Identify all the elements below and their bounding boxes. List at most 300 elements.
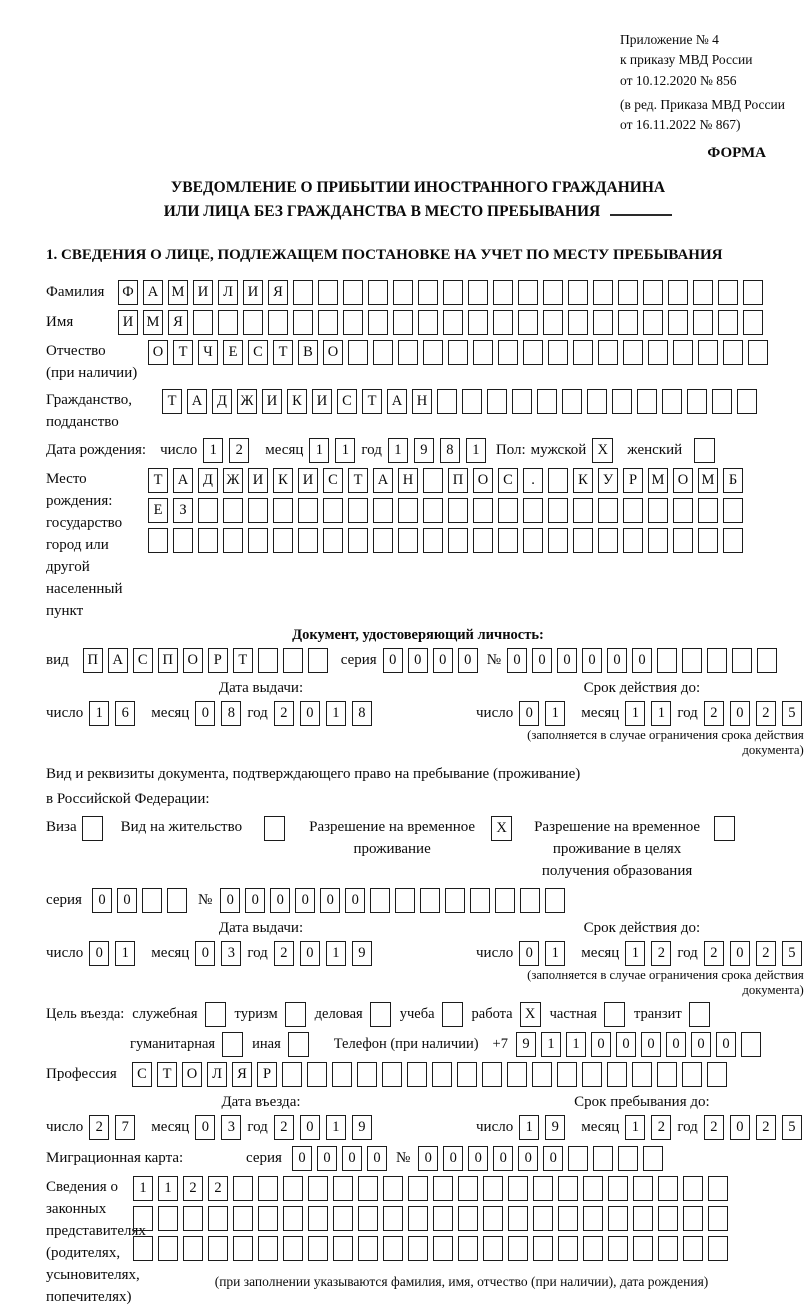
res-issue-col [46, 918, 476, 998]
char-cell [487, 389, 507, 414]
char-cell: А [108, 648, 128, 673]
char-cell [133, 1206, 153, 1231]
char-cell [282, 1062, 302, 1087]
char-cell [583, 1206, 603, 1231]
char-cell: 0 [666, 1032, 686, 1057]
char-cell [383, 1206, 403, 1231]
char-cell: 2 [229, 438, 249, 463]
citizenship-cells [162, 389, 762, 414]
char-cell [223, 528, 243, 553]
char-cell: 0 [730, 941, 750, 966]
entry-day: число 2 7 [46, 1115, 141, 1140]
char-cell [573, 498, 593, 523]
char-cell [683, 1176, 703, 1201]
char-cell [383, 1176, 403, 1201]
char-cell: О [182, 1062, 202, 1087]
char-cell: О [323, 340, 343, 365]
char-cell: 0 [557, 648, 577, 673]
char-cell [618, 1146, 638, 1171]
purpose-business-official: служебная [132, 1002, 225, 1027]
char-cell [370, 888, 390, 913]
purpose-work-checkbox: X [520, 1002, 541, 1027]
visa-option: Виза [46, 816, 103, 841]
char-cell: Я [268, 280, 288, 305]
char-cell: Р [623, 468, 643, 493]
char-cell [533, 1206, 553, 1231]
char-cell: И [193, 280, 213, 305]
char-cell [718, 280, 738, 305]
char-cell [612, 389, 632, 414]
char-cell: О [473, 468, 493, 493]
entry-year: год 2 0 1 9 [247, 1115, 377, 1140]
char-cell: 0 [195, 941, 215, 966]
char-cell: 0 [518, 1146, 538, 1171]
char-cell: 8 [352, 701, 372, 726]
given-name-label: Имя [46, 314, 74, 331]
edu-permit-checkbox [714, 816, 735, 841]
char-cell [183, 1206, 203, 1231]
char-cell [568, 1146, 588, 1171]
char-cell: 0 [507, 648, 527, 673]
char-cell: 0 [493, 1146, 513, 1171]
res-expiry-month: месяц 1 2 [581, 941, 677, 966]
char-cell [248, 498, 268, 523]
char-cell [673, 498, 693, 523]
char-cell: 1 [541, 1032, 561, 1057]
sex-label: Пол: [495, 441, 526, 458]
char-cell: Е [223, 340, 243, 365]
char-cell [573, 528, 593, 553]
char-cell [308, 1176, 328, 1201]
char-cell [757, 648, 777, 673]
char-cell: И [262, 389, 282, 414]
char-cell [468, 310, 488, 335]
char-cell: 0 [418, 1146, 438, 1171]
migration-card-row [46, 1146, 790, 1171]
char-cell: 0 [383, 648, 403, 673]
char-cell [398, 498, 418, 523]
char-cell: 3 [221, 1115, 241, 1140]
char-cell: 2 [704, 1115, 724, 1140]
char-cell: К [573, 468, 593, 493]
char-cell [368, 280, 388, 305]
char-cell: 0 [317, 1146, 337, 1171]
char-cell: Т [233, 648, 253, 673]
surname-label: Фамилия [46, 284, 105, 301]
res-number-cells [220, 888, 570, 913]
char-cell: М [143, 310, 163, 335]
char-cell [533, 1176, 553, 1201]
char-cell [583, 1236, 603, 1261]
char-cell: 2 [756, 701, 776, 726]
stay-month: месяц 1 2 [581, 1115, 677, 1140]
char-cell [208, 1206, 228, 1231]
char-cell [693, 310, 713, 335]
char-cell: 2 [704, 701, 724, 726]
char-cell [273, 498, 293, 523]
char-cell [167, 888, 187, 913]
char-cell: Ч [198, 340, 218, 365]
representatives-block [46, 1176, 790, 1308]
char-cell [593, 280, 613, 305]
char-cell: Л [207, 1062, 227, 1087]
char-cell [532, 1062, 552, 1087]
char-cell [508, 1236, 528, 1261]
char-cell: 1 [625, 1115, 645, 1140]
char-cell: К [287, 389, 307, 414]
res-issue-header: Дата выдачи: [218, 919, 304, 936]
char-cell: Т [162, 389, 182, 414]
char-cell [343, 280, 363, 305]
char-cell [507, 1062, 527, 1087]
edu-permit-label: Разрешение на временное проживание в целях получения образования [534, 818, 701, 879]
char-cell: 0 [632, 648, 652, 673]
stay-until-header: Срок пребывания до: [574, 1093, 710, 1110]
char-cell [693, 280, 713, 305]
doc-series-label: серия [340, 651, 377, 668]
residence-permit-option: Вид на жительство [121, 816, 285, 841]
char-cell: 2 [756, 1115, 776, 1140]
char-cell: И [298, 468, 318, 493]
phone-cells [516, 1032, 766, 1057]
char-cell [718, 310, 738, 335]
char-cell: 1 [566, 1032, 586, 1057]
char-cell [543, 310, 563, 335]
char-cell [307, 1062, 327, 1087]
char-cell: 1 [519, 1115, 539, 1140]
char-cell [298, 498, 318, 523]
residence-doc-intro2: в Российской Федерации: [46, 790, 210, 807]
char-cell [593, 310, 613, 335]
doc-kind-label: вид [46, 651, 69, 668]
char-cell: Т [148, 468, 168, 493]
char-cell [632, 1062, 652, 1087]
residence-doc-options [46, 816, 790, 882]
char-cell [743, 310, 763, 335]
residence-doc-intro1: Вид и реквизиты документа, подтверждающего право на пребывание (проживание) [46, 765, 581, 782]
char-cell [698, 340, 718, 365]
res-issue-year: год 2 0 1 9 [247, 941, 377, 966]
char-cell [518, 310, 538, 335]
char-cell [393, 310, 413, 335]
char-cell: 0 [300, 941, 320, 966]
char-cell: Ф [118, 280, 138, 305]
char-cell: 1 [335, 438, 355, 463]
char-cell: 0 [468, 1146, 488, 1171]
birth-date-row [46, 438, 790, 463]
char-cell: А [143, 280, 163, 305]
char-cell: 2 [704, 941, 724, 966]
char-cell [708, 1236, 728, 1261]
char-cell: Р [257, 1062, 277, 1087]
char-cell [148, 528, 168, 553]
birth-year-group: год 1 9 8 1 [361, 438, 491, 463]
char-cell: 9 [545, 1115, 565, 1140]
phone-label: Телефон (при наличии) [333, 1035, 479, 1052]
char-cell [608, 1176, 628, 1201]
char-cell: В [298, 340, 318, 365]
char-cell: 2 [274, 941, 294, 966]
char-cell: 1 [388, 438, 408, 463]
char-cell [373, 498, 393, 523]
char-cell: 1 [625, 941, 645, 966]
char-cell [543, 280, 563, 305]
birth-place-block [46, 468, 790, 622]
identity-doc-heading: Документ, удостоверяющий личность: [292, 626, 544, 643]
char-cell: М [698, 468, 718, 493]
char-cell: 0 [300, 1115, 320, 1140]
legal-reference-block [620, 30, 800, 135]
char-cell: Н [398, 468, 418, 493]
char-cell [133, 1236, 153, 1261]
birth-place-label: Место рождения: государство город или другой населенный пункт [46, 470, 123, 619]
char-cell [283, 648, 303, 673]
char-cell [373, 528, 393, 553]
char-cell: Л [218, 280, 238, 305]
char-cell [408, 1206, 428, 1231]
char-cell: И [312, 389, 332, 414]
birth-day-group: число 1 2 [160, 438, 255, 463]
char-cell: 1 [133, 1176, 153, 1201]
char-cell [443, 280, 463, 305]
char-cell [582, 1062, 602, 1087]
char-cell [598, 498, 618, 523]
patronymic-row [46, 340, 790, 384]
char-cell [708, 1206, 728, 1231]
sex-female-checkbox [694, 438, 715, 463]
res-issue-month: месяц 0 3 [151, 941, 247, 966]
char-cell [545, 888, 565, 913]
char-cell: И [248, 468, 268, 493]
char-cell [268, 310, 288, 335]
char-cell: 1 [466, 438, 486, 463]
char-cell: Т [273, 340, 293, 365]
char-cell [708, 1176, 728, 1201]
char-cell: 2 [183, 1176, 203, 1201]
res-expiry-day: число 0 1 [476, 941, 571, 966]
char-cell: 0 [591, 1032, 611, 1057]
char-cell [658, 1206, 678, 1231]
form-title-line2: ИЛИ ЛИЦА БЕЗ ГРАЖДАНСТВА В МЕСТО ПРЕБЫВАНИЯ [46, 200, 790, 223]
char-cell [743, 280, 763, 305]
stay-day: число 1 9 [476, 1115, 571, 1140]
char-cell: Б [723, 468, 743, 493]
char-cell [183, 1236, 203, 1261]
char-cell: 0 [543, 1146, 563, 1171]
char-cell [258, 1206, 278, 1231]
char-cell [343, 310, 363, 335]
char-cell [533, 1236, 553, 1261]
char-cell: 1 [625, 701, 645, 726]
mc-number-sign: № [395, 1149, 411, 1166]
char-cell [283, 1236, 303, 1261]
char-cell: 0 [519, 941, 539, 966]
char-cell: 2 [756, 941, 776, 966]
char-cell: Т [157, 1062, 177, 1087]
char-cell [573, 340, 593, 365]
doc-expiry-year: год 2 0 2 5 [677, 701, 807, 726]
doc-kind-cells [83, 648, 333, 673]
res-issue-day: число 0 1 [46, 941, 141, 966]
char-cell [358, 1206, 378, 1231]
char-cell [483, 1236, 503, 1261]
char-cell: 0 [89, 941, 109, 966]
char-cell [598, 340, 618, 365]
char-cell [518, 280, 538, 305]
char-cell [357, 1062, 377, 1087]
given-name-cells [118, 310, 768, 335]
sex-male-checkbox: X [592, 438, 613, 463]
char-cell [218, 310, 238, 335]
char-cell [348, 498, 368, 523]
char-cell [432, 1062, 452, 1087]
char-cell [298, 528, 318, 553]
birth-place-row1-cells [148, 468, 748, 493]
char-cell: 0 [730, 1115, 750, 1140]
char-cell: 1 [326, 701, 346, 726]
doc-expiry-col [476, 678, 808, 758]
char-cell: И [118, 310, 138, 335]
char-cell [483, 1206, 503, 1231]
res-expiry-header: Срок действия до: [583, 919, 701, 936]
birth-date-label: Дата рождения: [46, 441, 147, 458]
sex-female-label: женский [627, 441, 683, 458]
char-cell [458, 1236, 478, 1261]
char-cell: 0 [300, 701, 320, 726]
char-cell [318, 310, 338, 335]
char-cell: А [173, 468, 193, 493]
char-cell: У [598, 468, 618, 493]
entry-date-col [46, 1092, 476, 1140]
char-cell: З [173, 498, 193, 523]
char-cell [523, 340, 543, 365]
order-date-line: от 10.12.2020 № 856 [620, 72, 737, 88]
char-cell: 0 [245, 888, 265, 913]
char-cell: 0 [433, 648, 453, 673]
char-cell [683, 1206, 703, 1231]
char-cell: О [673, 468, 693, 493]
char-cell: П [158, 648, 178, 673]
doc-issue-day: число 1 6 [46, 701, 141, 726]
char-cell [293, 280, 313, 305]
char-cell: 7 [115, 1115, 135, 1140]
char-cell: 0 [458, 648, 478, 673]
char-cell [520, 888, 540, 913]
char-cell: П [448, 468, 468, 493]
char-cell: 0 [616, 1032, 636, 1057]
char-cell [633, 1176, 653, 1201]
char-cell [498, 528, 518, 553]
surname-cells [118, 280, 768, 305]
birth-place-row2-cells [148, 498, 748, 523]
char-cell [723, 340, 743, 365]
char-cell: 0 [582, 648, 602, 673]
char-cell: 1 [545, 701, 565, 726]
char-cell [483, 1176, 503, 1201]
char-cell [458, 1176, 478, 1201]
doc-expiry-header: Срок действия до: [583, 679, 701, 696]
char-cell [382, 1062, 402, 1087]
char-cell: 9 [352, 1115, 372, 1140]
char-cell [523, 498, 543, 523]
char-cell [687, 389, 707, 414]
char-cell: 0 [320, 888, 340, 913]
char-cell [358, 1176, 378, 1201]
char-cell: А [387, 389, 407, 414]
surname-row [46, 280, 790, 305]
char-cell [707, 648, 727, 673]
char-cell [368, 310, 388, 335]
char-cell [193, 310, 213, 335]
char-cell [643, 280, 663, 305]
char-cell [741, 1032, 761, 1057]
char-cell [618, 310, 638, 335]
char-cell [657, 1062, 677, 1087]
char-cell: 5 [782, 941, 802, 966]
residence-doc-dates [46, 918, 804, 998]
char-cell: 2 [89, 1115, 109, 1140]
char-cell [623, 498, 643, 523]
char-cell: 0 [716, 1032, 736, 1057]
char-cell [208, 1236, 228, 1261]
char-cell [673, 528, 693, 553]
purpose-other: иная [252, 1032, 309, 1057]
char-cell: С [132, 1062, 152, 1087]
char-cell [308, 1236, 328, 1261]
char-cell [423, 468, 443, 493]
char-cell: 1 [203, 438, 223, 463]
char-cell [258, 648, 278, 673]
char-cell [458, 1206, 478, 1231]
temp-permit-label: Разрешение на временное проживание [309, 818, 476, 857]
purpose-row2 [46, 1032, 790, 1057]
char-cell [593, 1146, 613, 1171]
char-cell [423, 528, 443, 553]
char-cell: С [498, 468, 518, 493]
res-expiry-year: год 2 0 2 5 [677, 941, 807, 966]
char-cell: 0 [117, 888, 137, 913]
char-cell: 1 [89, 701, 109, 726]
purpose-humanitarian: гуманитарная [130, 1032, 243, 1057]
char-cell [248, 528, 268, 553]
char-cell [498, 340, 518, 365]
char-cell: С [323, 468, 343, 493]
char-cell: П [83, 648, 103, 673]
char-cell [508, 1206, 528, 1231]
representatives-row2-cells [133, 1206, 733, 1231]
patronymic-note: (при наличии) [46, 364, 138, 381]
char-cell [618, 280, 638, 305]
purpose-business-checkbox [370, 1002, 391, 1027]
char-cell: 8 [221, 701, 241, 726]
char-cell: 0 [607, 648, 627, 673]
char-cell: С [133, 648, 153, 673]
char-cell: 3 [221, 941, 241, 966]
title-blank-underline [610, 200, 672, 216]
char-cell [142, 888, 162, 913]
char-cell [433, 1176, 453, 1201]
annex-line: Приложение № 4 [620, 32, 719, 47]
char-cell [598, 528, 618, 553]
char-cell: Я [168, 310, 188, 335]
char-cell [283, 1176, 303, 1201]
doc-series-cells [383, 648, 483, 673]
char-cell [498, 498, 518, 523]
char-cell [243, 310, 263, 335]
char-cell [683, 1236, 703, 1261]
char-cell: 0 [641, 1032, 661, 1057]
purpose-official-checkbox [205, 1002, 226, 1027]
